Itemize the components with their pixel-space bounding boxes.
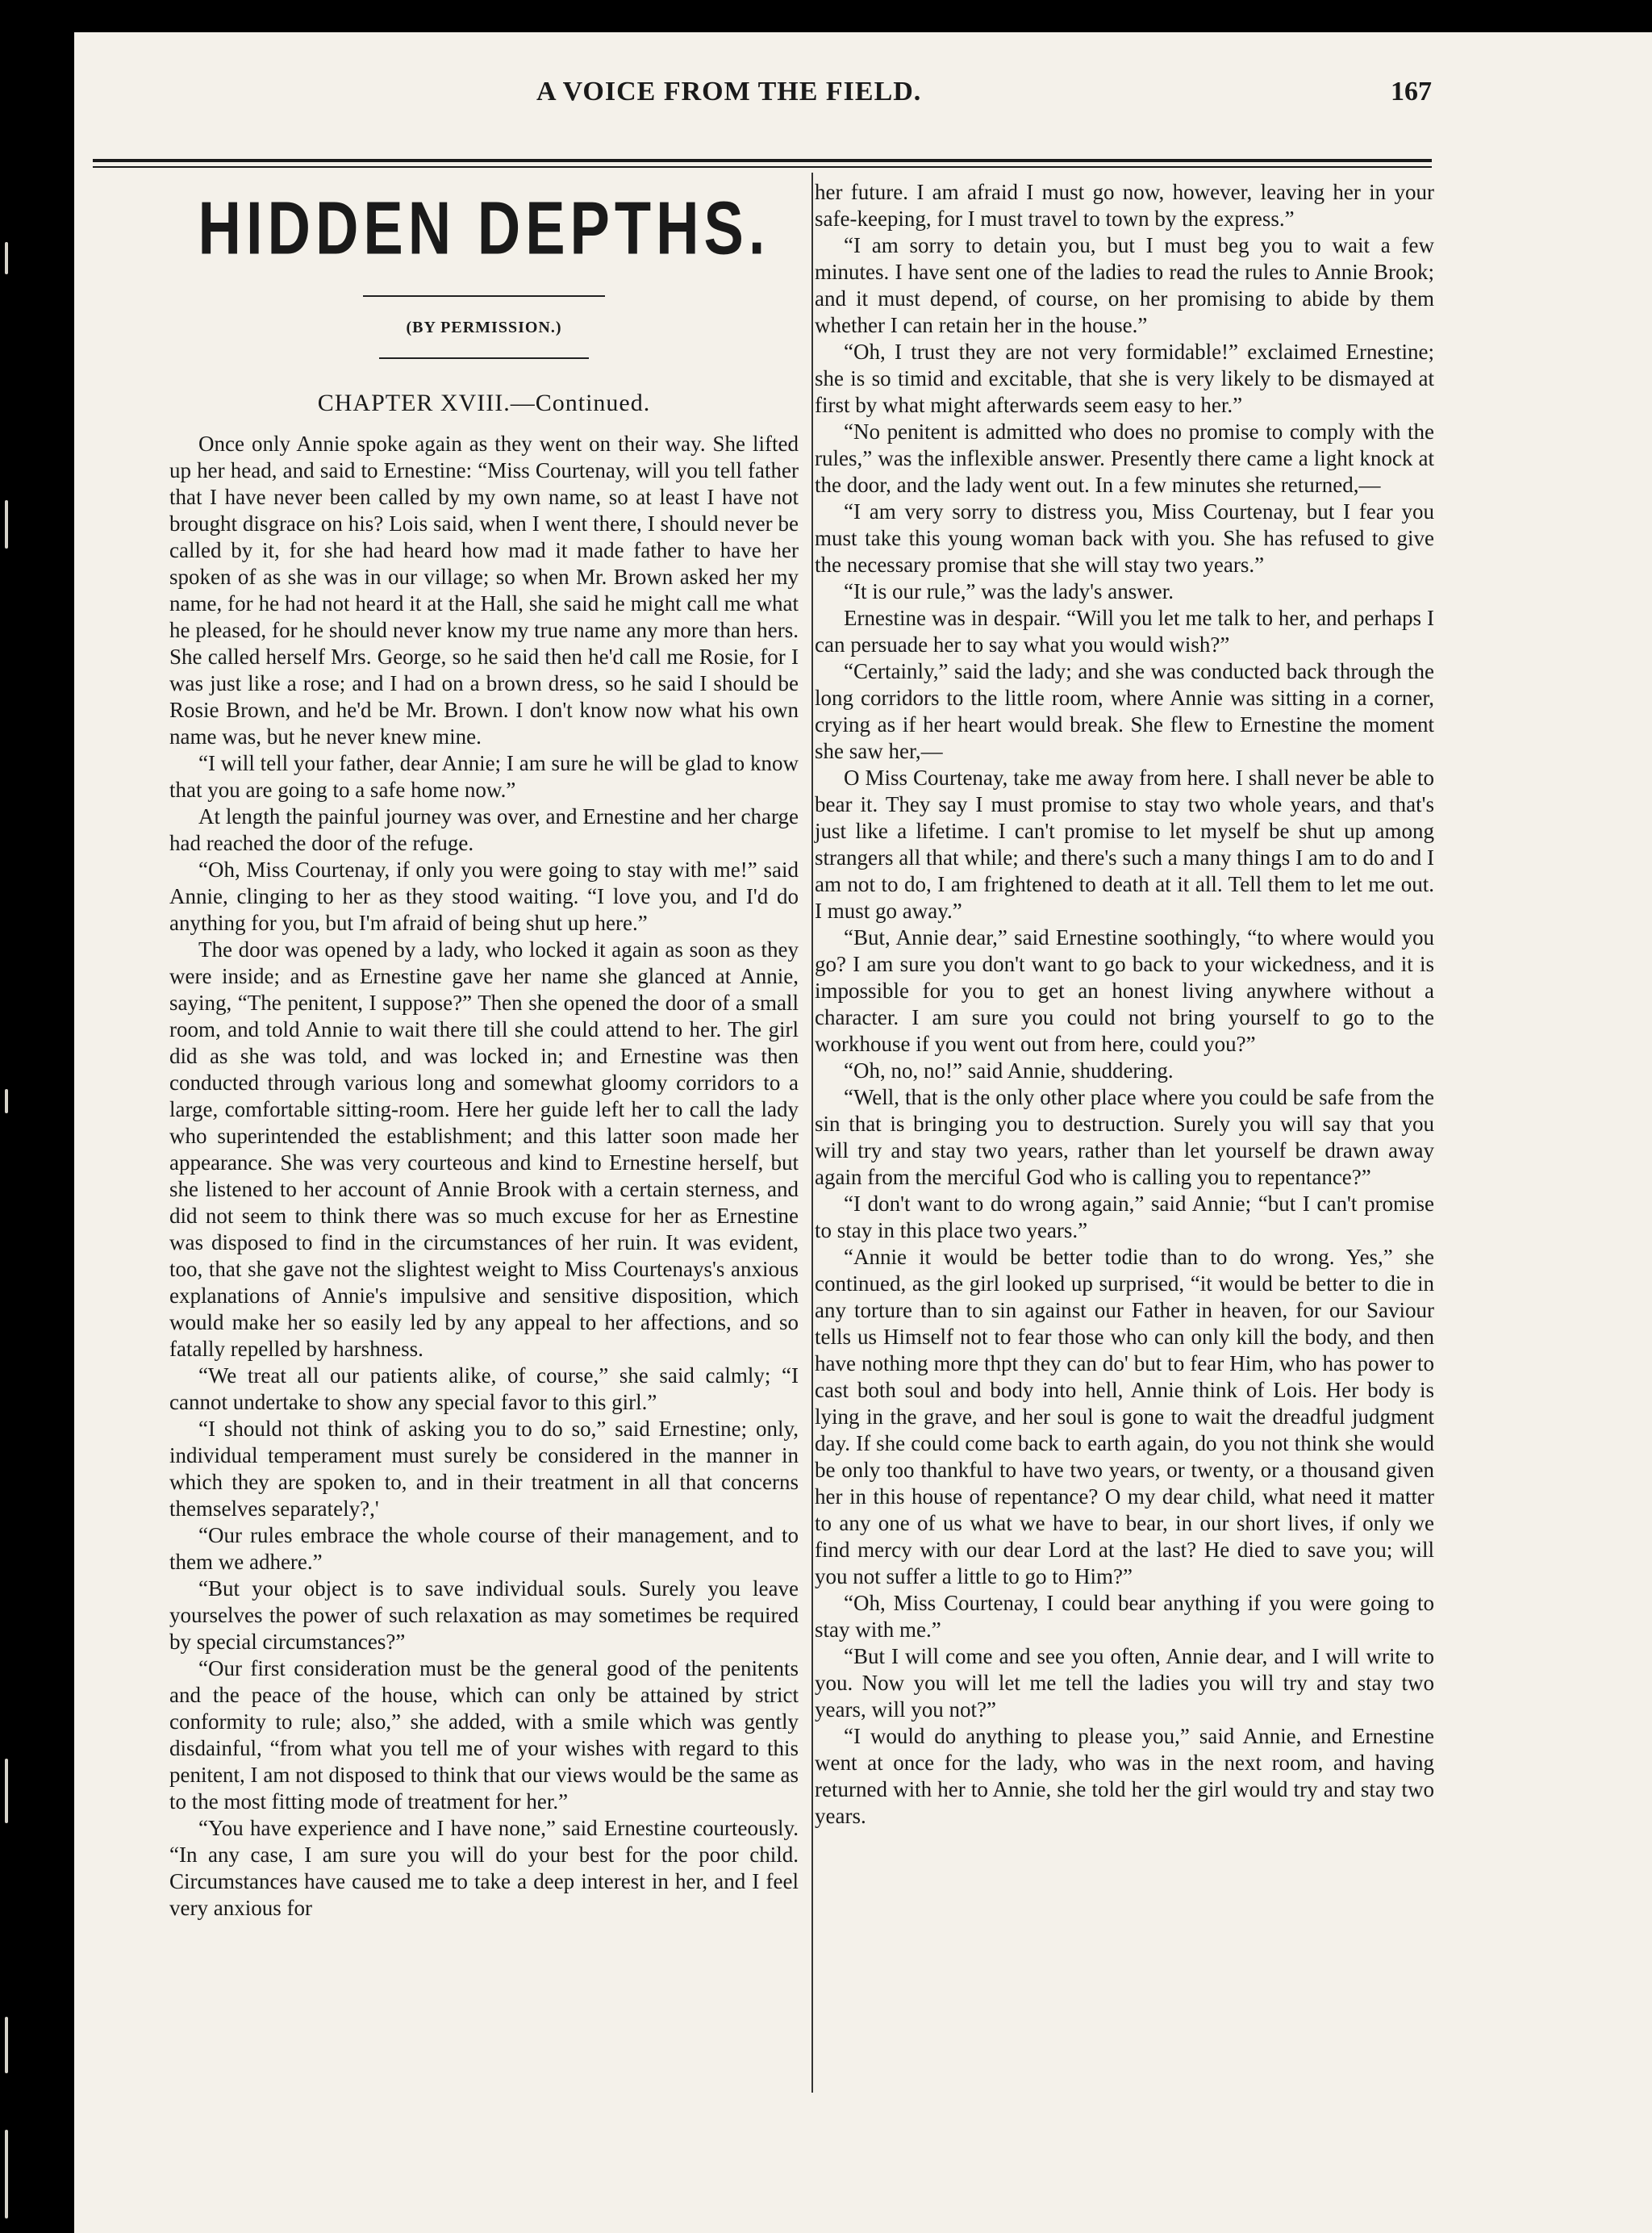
left-column	[169, 177, 799, 1922]
paragraph: “But, Annie dear,” said Ernestine soothingly, “to where would you go? I am sure you don't want to go back to your wickedness, and it is impossible for you to get an honest living anywhere without a character. I am sure you could not bring yourself to go to the workhouse if you went out from here, could you?”	[815, 925, 1434, 1056]
paragraph: O Miss Courtenay, take me away from here. I shall never be able to bear it. They say I must promise to stay two whole years, and that's just like a lifetime. I can't promise to let myself be shut up among strangers all that while; and there's such a many things I am to do and I am not to do, I am frightened to death at it all. Tell them to let me out. I must go away.”	[815, 766, 1434, 923]
paragraph: “Oh, no, no!” said Annie, shuddering.	[844, 1058, 1174, 1083]
paragraph: “I am sorry to detain you, but I must beg you to wait a few minutes. I have sent one of the ladies to read the rules to Annie Brook; and it must depend, of course, on her promising to abide by them whether I can retain her in the house.”	[815, 233, 1434, 337]
binding-edge-marks	[5, 0, 61, 2233]
paragraph: “Oh, I trust they are not very formidable!” exclaimed Ernestine; she is so timid and excitable, that she is very likely to be dismayed at first by what might afterwards seem easy to her.”	[815, 340, 1434, 417]
paragraph: “I should not think of asking you to do so,” said Ernestine; only, individual temperament must surely be considered in the manner in which they are spoken to, and in their treatment in all that concerns themselves separately?,'	[169, 1417, 799, 1521]
column-divider	[811, 173, 813, 2093]
title-rule	[363, 295, 605, 297]
paragraph: “But your object is to save individual souls. Surely you leave yourselves the power of such relaxation as may sometimes be required by special circumstances?”	[169, 1576, 799, 1654]
paragraph: “I am very sorry to distress you, Miss Courtenay, but I fear you must take this young woman back with you. She has refused to give the necessary promise that she will stay two years.”	[815, 499, 1434, 577]
paragraph: “Oh, Miss Courtenay, if only you were going to stay with me!” said Annie, clinging to her as they stood waiting. “I love you, and I'd do anything for you, but I'm afraid of being shut up here.”	[169, 858, 799, 935]
paragraph: “I would do anything to please you,” said Annie, and Ernestine went at once for the lady, who was in the next room, and having returned with her to Annie, she told her the girl would try and stay two years.	[815, 1724, 1434, 1828]
right-column	[815, 179, 1434, 1830]
paragraph: Once only Annie spoke again as they went on their way. She lifted up her head, and said to Ernestine: “Miss Courtenay, will you tell father that I have never been called by my own name, so at least I have not brought disgrace on his? Lois said, when I went there, I should never be called by it, for she had heard how mad it made father to have her spoken of as she was in our village; so when Mr. Brown asked her my name, for he had not heard it at the Hall, she said he might call me what he pleased, for he should never know my true name any more than hers. She called herself Mrs. George, so he said then he'd call me Rosie, for I was just like a rose; and I had on a brown dress, so he said I should be Rosie Brown, and he'd be Mr. Brown. I don't know now what his own name was, but he never knew mine.	[169, 432, 799, 749]
paragraph: “I don't want to do wrong again,” said Annie; “but I can't promise to stay in this place two years.”	[815, 1192, 1434, 1242]
paragraph: “You have experience and I have none,” said Ernestine courteously. “In any case, I am sure you will do your best for the poor child. Circumstances have caused me to take a deep interest in her, and I feel very anxious for	[169, 1816, 799, 1920]
paragraph: “No penitent is admitted who does no promise to comply with the rules,” was the inflexible answer. Presently there came a light knock at the door, and the lady went out. In a few minutes she returned,—	[815, 419, 1434, 497]
paragraph: “It is our rule,” was the lady's answer.	[844, 579, 1174, 603]
article-title: HIDDEN DEPTHS.	[198, 186, 770, 270]
paragraph: “Certainly,” said the lady; and she was conducted back through the long corridors to the little room, where Annie was sitting in a corner, crying as if her heart would break. She flew to Ernestine the moment she saw her,—	[815, 659, 1434, 763]
paragraph: Ernestine was in despair. “Will you let me talk to her, and perhaps I can persuade her to say what you would wish?”	[815, 606, 1434, 657]
paragraph: “Oh, Miss Courtenay, I could bear anything if you were going to stay with me.”	[815, 1591, 1434, 1642]
header-rule-thick	[93, 159, 1432, 162]
paragraph: “We treat all our patients alike, of course,” she said calmly; “I cannot undertake to show any special favor to this girl.”	[169, 1363, 799, 1414]
paragraph: The door was opened by a lady, who locked it again as soon as they were inside; and as Ernestine gave her name she glanced at Annie, saying, “The penitent, I suppose?” Then she opened the door of a small room, and told Annie to wait there till she could attend to her. The girl did as she was told, and was locked in; and Ernestine was then conducted through various long and somewhat gloomy corridors to a large, comfortable sitting-room. Here her guide left her to call the lady who superintended the establishment; and this latter soon made her appearance. She was very courteous and kind to Ernestine herself, but she listened to her account of Annie Brook with a certain sterness, and did not seem to think there was so much excuse for her as Ernestine was disposed to find in the circumstances of her ruin. It was evident, too, that she gave not the slightest weight to Miss Courtenays's anxious explanations of Annie's impulsive and sensitive disposition, which would make her so easily led by any appeal to her affections, and so fatally repelled by harshness.	[169, 937, 799, 1361]
paragraph: “Annie it would be better todie than to do wrong. Yes,” she continued, as the girl looked up surprised, “it would be better to die in any torture than to sin against our Father in heaven, for our Saviour tells us Himself not to fear those who can only kill the body, and then have nothing more thpt they can do' but to fear Him, who has power to cast both soul and body into hell, Annie think of Lois. Her body is lying in the grave, and her soul is gone to wait the dreadful judgment day. If she could come back to earth again, do you not think she would be only too thankful to have two years, or twenty, or a thousand given her in this house of repentance? O my dear child, what need it matter to any one of us what we have to bear, in our short lives, if only we find mercy with our dear Lord at the last? He died to save you; will you not suffer a little to go to Him?”	[815, 1245, 1434, 1588]
paragraph: At length the painful journey was over, and Ernestine and her charge had reached the door of the refuge.	[169, 804, 799, 855]
running-header	[93, 77, 1432, 125]
paragraph: “I will tell your father, dear Annie; I am sure he will be glad to know that you are going to a safe home now.”	[169, 751, 799, 802]
byline-rule	[379, 357, 589, 359]
running-title: A VOICE FROM THE FIELD.	[536, 77, 922, 106]
paragraph: “Our first consideration must be the general good of the penitents and the peace of the house, which can only be attained by strict conformity to rule; also,” she added, with a smile which was gently disdainful, “from what you tell me of your wishes with regard to this penitent, I am not disposed to think that our views would be the same as to the most fitting mode of treatment for her.”	[169, 1656, 799, 1814]
paragraph-continued: her future. I am afraid I must go now, however, leaving her in your safe-keeping, for I must travel to town by the express.”	[815, 180, 1434, 231]
chapter-heading: CHAPTER XVIII.—Continued.	[317, 390, 651, 416]
byline: (BY PERMISSION.)	[406, 319, 562, 336]
page-number: 167	[1391, 77, 1432, 106]
paragraph: “But I will come and see you often, Annie dear, and I will write to you. Now you will let me tell the ladies you will try and stay two years, will you not?”	[815, 1644, 1434, 1722]
paragraph: “Our rules embrace the whole course of their management, and to them we adhere.”	[169, 1523, 799, 1574]
paragraph: “Well, that is the only other place where you could be safe from the sin that is bringing you to destruction. Surely you will say that you will try and stay two years, rather than let yourself be drawn away again from the merciful God who is calling you to repentance?”	[815, 1085, 1434, 1189]
header-rule-thin	[93, 166, 1432, 168]
